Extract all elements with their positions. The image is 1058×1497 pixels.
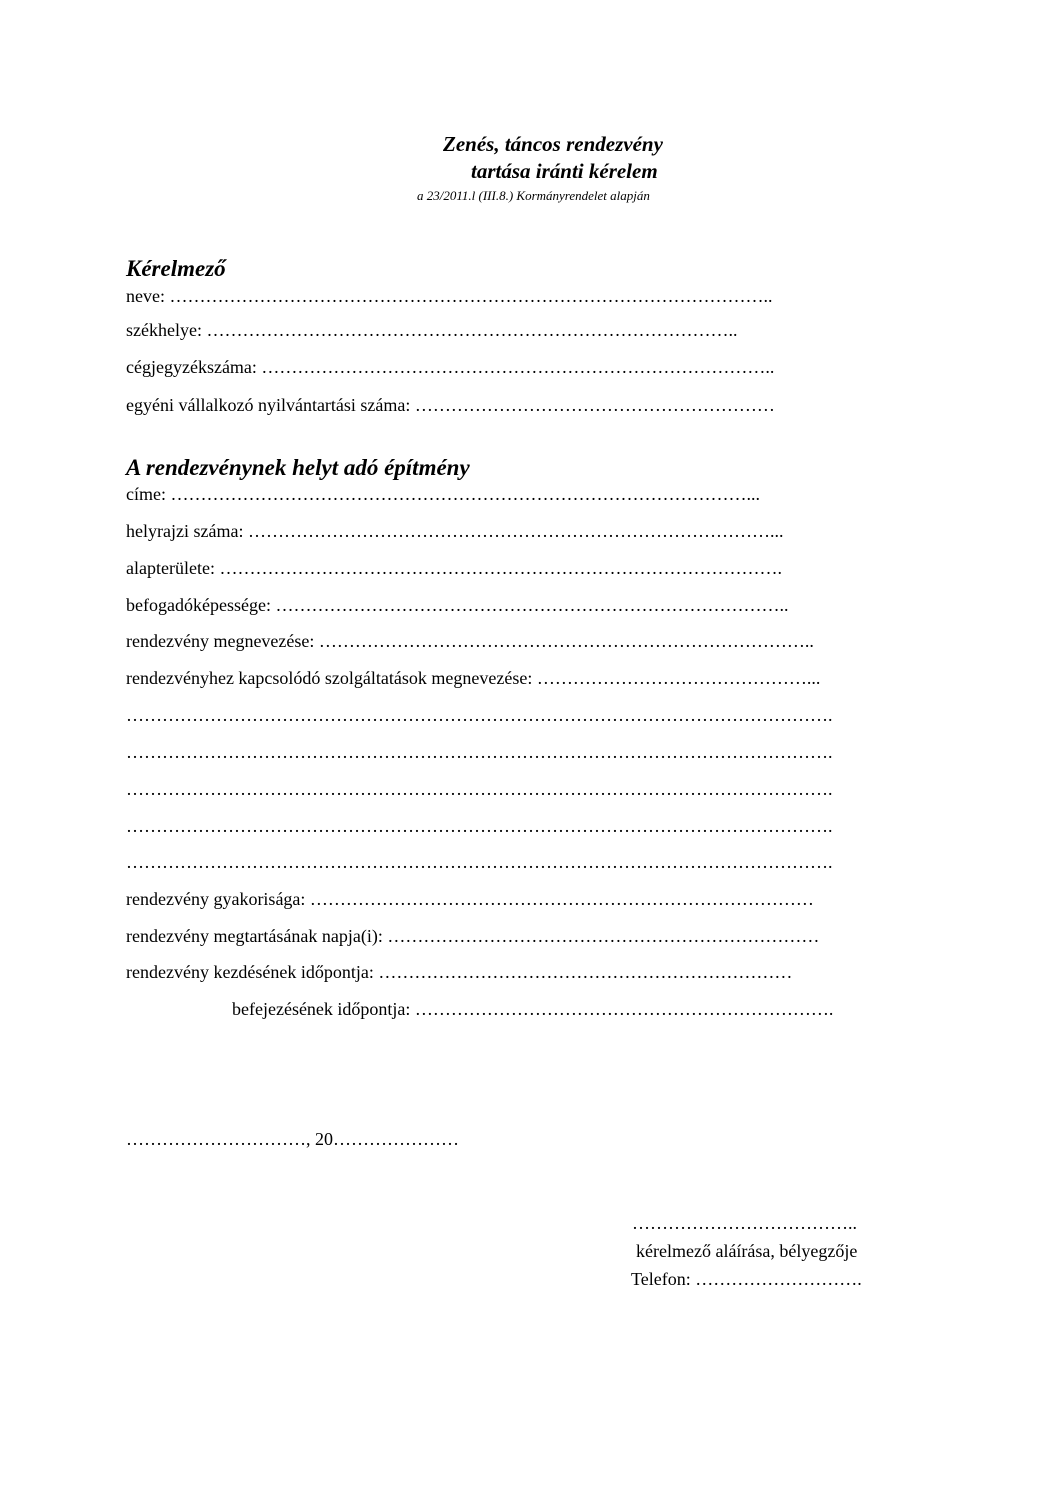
field-label: alapterülete: (126, 558, 215, 578)
applicant-name-field (126, 287, 772, 305)
field-label: neve: (126, 286, 165, 306)
venue-heading: A rendezvénynek helyt adó építmény (126, 455, 470, 480)
applicant-sole-trader-field (126, 396, 775, 414)
field-label: rendezvény gyakorisága: (126, 889, 306, 909)
event-name-field (126, 632, 814, 650)
event-start-time-field (126, 963, 792, 981)
field-label: rendezvény kezdésének időpontja: (126, 962, 374, 982)
applicant-heading: Kérelmező (126, 256, 226, 281)
field-label: rendezvény megnevezése: (126, 631, 315, 651)
document-title-line-1: Zenés, táncos rendezvény (443, 132, 663, 156)
field-label: helyrajzi száma: (126, 521, 244, 541)
event-days-field (126, 927, 819, 945)
field-label: cégjegyzékszáma: (126, 357, 257, 377)
applicant-company-reg-field (126, 358, 774, 376)
fill-in-blank: …………………………………………………………………………….. (206, 320, 738, 340)
fill-in-blank: ……………………………………………………………………………………….. (169, 286, 773, 306)
blank-line: ………………………………………………………………………………………………………. (126, 779, 833, 799)
blank-line: ………………………………………………………………………………………………………. (126, 816, 833, 836)
fill-in-blank: ………………………. (695, 1269, 862, 1289)
event-services-field (126, 669, 820, 687)
event-frequency-field (126, 890, 814, 908)
fill-in-blank: ………………………………………………………………………….. (275, 595, 789, 615)
field-label: rendezvény megtartásának napja(i): (126, 926, 383, 946)
fill-in-blank: ……………………………………………………………………………... (247, 521, 784, 541)
signature-line: ……………………………….. (632, 1213, 857, 1233)
field-label: címe: (126, 484, 166, 504)
fill-in-blank: ………………………………………………………………………….. (261, 357, 775, 377)
place-date-line: …………………………, 20………………… (126, 1129, 459, 1149)
field-label: rendezvényhez kapcsolódó szolgáltatások megnevezése: (126, 668, 533, 688)
field-label: egyéni vállalkozó nyilvántartási száma: (126, 395, 411, 415)
signature-caption: kérelmező aláírása, bélyegzője (636, 1241, 858, 1261)
venue-floor-area-field (126, 559, 782, 577)
fill-in-blank: …………………………………………………………………………………. (219, 558, 782, 578)
fill-in-blank: ………………………………………... (536, 668, 821, 688)
phone-field (631, 1270, 862, 1288)
fill-in-blank: ………………………………………………………………………… (309, 889, 814, 909)
blank-line: ………………………………………………………………………………………………………. (126, 705, 833, 725)
field-label: székhelye: (126, 320, 202, 340)
phone-label: Telefon: (631, 1269, 691, 1289)
venue-parcel-number-field (126, 522, 783, 540)
fill-in-blank: ……………………………………………………………………….. (318, 631, 814, 651)
document-subtitle: a 23/2011.l (III.8.) Kormányrendelet alapján (417, 188, 650, 203)
fill-in-blank: …………………………………………………………… (378, 962, 793, 982)
fill-in-blank: ……………………………………………………………. (414, 999, 834, 1019)
document-title-line-2: tartása iránti kérelem (471, 159, 658, 183)
blank-line: ………………………………………………………………………………………………………. (126, 852, 833, 872)
field-label: befogadóképessége: (126, 595, 271, 615)
fill-in-blank: …………………………………………………… (414, 395, 775, 415)
venue-address-field (126, 485, 760, 503)
applicant-seat-field (126, 321, 737, 339)
field-label: befejezésének időpontja: (232, 999, 411, 1019)
fill-in-blank: ……………………………………………………………… (387, 926, 820, 946)
fill-in-blank: ……………………………………………………………………………………... (170, 484, 760, 504)
blank-line: ………………………………………………………………………………………………………. (126, 742, 833, 762)
venue-capacity-field (126, 596, 788, 614)
event-end-time-field (232, 1000, 833, 1018)
